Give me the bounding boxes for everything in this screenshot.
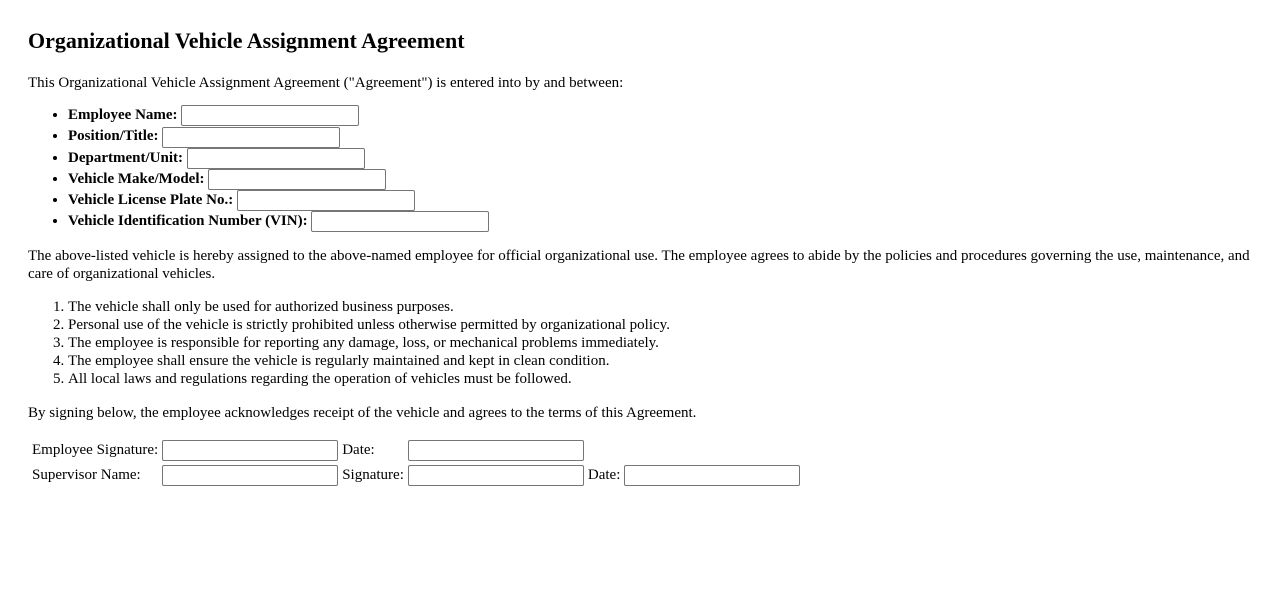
vin-label: Vehicle Identification Number (VIN): (68, 212, 308, 229)
supervisor-signature-input[interactable] (408, 465, 584, 486)
assignment-paragraph: The above-listed vehicle is hereby assigned to the above-named employee for official organizational use. The employee agrees to abide by the policies and procedures governing the use, maintenance, and care of organizational vehicles. (28, 247, 1250, 282)
list-item (68, 169, 1250, 190)
vehicle-make-model-label: Vehicle Make/Model: (68, 170, 205, 187)
terms-list (28, 298, 1250, 388)
department-unit-input[interactable] (187, 148, 365, 169)
table-row (31, 439, 801, 462)
license-plate-input[interactable] (237, 190, 415, 211)
page-title: Organizational Vehicle Assignment Agreement (28, 28, 465, 53)
supervisor-name-label: Supervisor Name: (32, 467, 141, 484)
position-title-label: Position/Title: (68, 128, 159, 145)
employee-signature-input[interactable] (162, 440, 338, 461)
employee-name-input[interactable] (181, 105, 359, 126)
position-title-input[interactable] (162, 127, 340, 148)
list-item: 2. Personal use of the vehicle is strictly prohibited unless otherwise permitted by organizational policy. (68, 316, 1250, 334)
list-item: 4. The employee shall ensure the vehicle is regularly maintained and kept in clean condition. (68, 352, 1250, 370)
employee-name-label: Employee Name: (68, 107, 178, 124)
department-unit-label: Department/Unit: (68, 149, 183, 166)
table-row (31, 464, 801, 487)
intro-paragraph: This Organizational Vehicle Assignment Agreement ("Agreement") is entered into by and between: (28, 75, 624, 92)
list-item: 3. The employee is responsible for reporting any damage, loss, or mechanical problems immediately. (68, 334, 1250, 352)
list-item (68, 126, 1250, 147)
supervisor-date-label: Date: (587, 467, 621, 484)
assignment-details-list (28, 105, 1250, 231)
supervisor-signature-label: Signature: (342, 467, 404, 484)
signature-table (29, 437, 803, 489)
acknowledgement-paragraph: By signing below, the employee acknowledges receipt of the vehicle and agrees to the terms of this Agreement. (28, 404, 697, 421)
employee-date-label: Date: (342, 442, 375, 459)
vin-input[interactable] (311, 211, 489, 232)
list-item: 5. All local laws and regulations regarding the operation of vehicles must be followed. (68, 370, 1250, 388)
supervisor-name-input[interactable] (162, 465, 338, 486)
vehicle-make-model-input[interactable] (208, 169, 386, 190)
employee-signature-label: Employee Signature: (32, 442, 159, 459)
license-plate-label: Vehicle License Plate No.: (68, 191, 234, 208)
supervisor-date-input[interactable] (624, 465, 800, 486)
list-item (68, 211, 1250, 232)
list-item (68, 148, 1250, 169)
employee-date-input[interactable] (408, 440, 584, 461)
list-item (68, 190, 1250, 211)
list-item: 1. The vehicle shall only be used for authorized business purposes. (68, 298, 1250, 316)
list-item (68, 105, 1250, 126)
